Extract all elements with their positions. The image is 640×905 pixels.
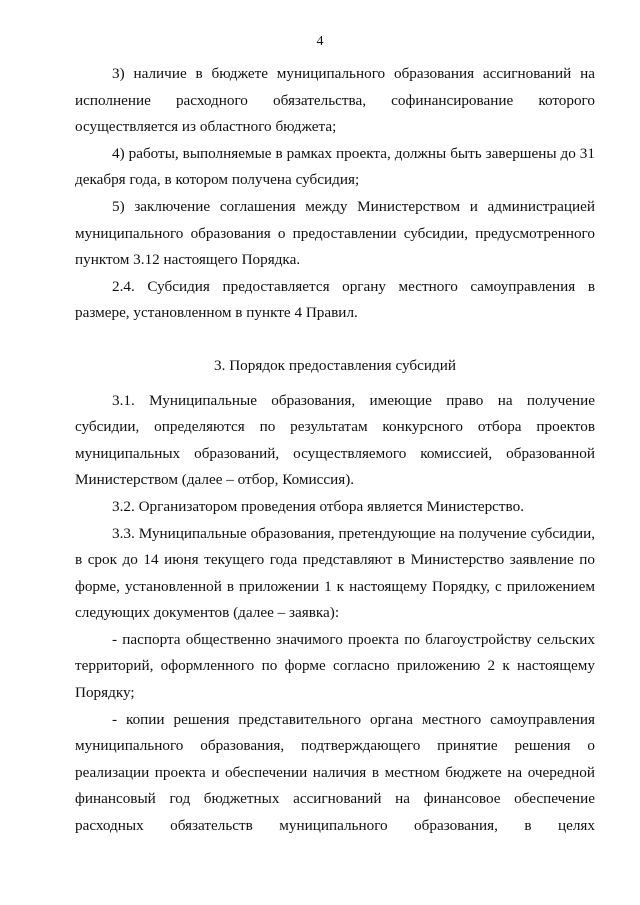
paragraph-item-5: 5) заключение соглашения между Министерством и администрацией муниципального образования о предоставлении субсидии, предусмотренного пунктом 3.12 настоящего Порядка. <box>75 197 595 269</box>
paragraph-3-1: 3.1. Муниципальные образования, имеющие право на получение субсидии, определяются по результатам конкурсного отбора проектов муниципальных образований, осуществляемого комиссией, образованной Министерством (далее – отбор, Комиссия). <box>75 391 595 489</box>
list-item-decision-copy: - копии решения представительного органа местного самоуправления муниципального образования, подтверждающего принятие решения о реализации проекта и обеспечении наличия в местном бюджете на очередной финансовый год бюджетных ассигнований на финансовое обеспечение расходных обязательств муниципального образования, в целях <box>75 710 595 835</box>
paragraph-3-3: 3.3. Муниципальные образования, претендующие на получение субсидии, в срок до 14 июня текущего года представляют в Министерство заявление по форме, установленной в приложении 1 к настоящему Порядку, с приложением следующих документов (далее – заявка): <box>75 524 595 622</box>
paragraph-item-4: 4) работы, выполняемые в рамках проекта, должны быть завершены до 31 декабря года, в котором получена субсидия; <box>75 144 595 189</box>
page-number: 4 <box>316 34 324 49</box>
section-heading: 3. Порядок предоставления субсидий <box>214 356 456 374</box>
list-item-passport: - паспорта общественно значимого проекта по благоустройству сельских территорий, оформленного по форме согласно приложению 2 к настоящему Порядку; <box>75 630 595 702</box>
paragraph-3-2: 3.2. Организатором проведения отбора является Министерство. <box>112 497 525 515</box>
document-body <box>75 61 595 840</box>
paragraph-item-3: 3) наличие в бюджете муниципального образования ассигнований на исполнение расходного обязательства, софинансирование которого осуществляется из областного бюджета; <box>75 65 595 136</box>
paragraph-2-4: 2.4. Субсидия предоставляется органу местного самоуправления в размере, установленном в пункте 4 Правил. <box>75 277 595 322</box>
